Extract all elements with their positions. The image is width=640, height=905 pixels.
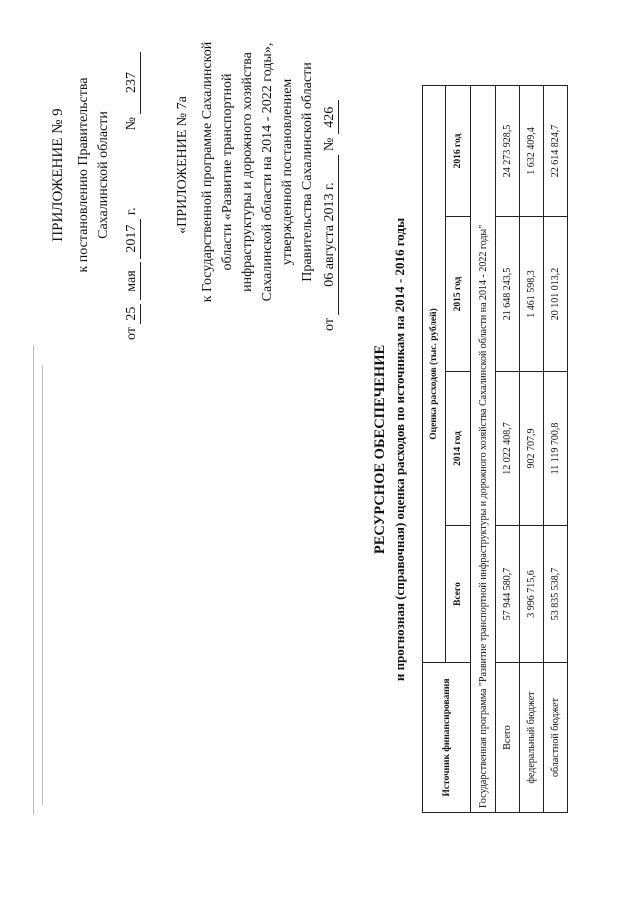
row-2015: 20 101 013,2: [544, 217, 568, 372]
prior-date: 06 августа 2013 г.: [323, 155, 339, 315]
appendix-date-line: [124, 52, 141, 340]
row-total: 57 944 580,7: [496, 526, 520, 663]
prior-line-5: утвержденной постановлением: [280, 78, 295, 266]
prior-line-1: к Государственной программе Сахалинской: [200, 41, 215, 303]
col-header-2015: 2015 год: [446, 217, 471, 372]
col-header-2016: 2016 год: [446, 86, 471, 217]
prior-num-sign: №: [322, 137, 337, 152]
row-source: областной бюджет: [544, 663, 568, 813]
prior-line-4: Сахалинской области на 2014 - 2022 годы»,: [260, 42, 275, 302]
row-2014: 11 119 700,8: [544, 372, 568, 526]
appendix-title: ПРИЛОЖЕНИЕ № 9: [50, 108, 66, 242]
row-2016: 22 614 824,7: [544, 86, 568, 217]
appendix-line-2: Сахалинской области: [96, 111, 111, 239]
row-2016: 1 632 409,4: [520, 86, 544, 217]
estimate-header: Оценка расходов (тыс. рублей): [423, 86, 446, 663]
appendix-num-sign: №: [124, 117, 139, 131]
margin-line: [42, 365, 43, 805]
appendix-day: 25: [125, 304, 141, 324]
appendix-from: от: [124, 327, 139, 340]
appendix-year-suffix: г.: [124, 207, 139, 216]
table-row: [520, 86, 544, 813]
prior-title: «ПРИЛОЖЕНИЕ № 7а: [175, 96, 190, 234]
page-title: РЕСУРСНОЕ ОБЕСПЕЧЕНИЕ: [372, 344, 388, 555]
appendix-number: 237: [125, 52, 141, 114]
row-source: Всего: [496, 663, 520, 813]
row-2015: 21 648 243,5: [496, 217, 520, 372]
program-cell: Государственная программа "Развитие транспортной инфраструктуры и дорожного хозяйства Сахалинской области на 2014 - 2022 годы": [471, 86, 496, 813]
row-2016: 24 273 928,5: [496, 86, 520, 217]
prior-from: от: [322, 318, 337, 331]
prior-date-line: [322, 100, 339, 331]
row-2015: 1 461 598,3: [520, 217, 544, 372]
prior-line-6: Правительства Сахалинской области: [300, 62, 315, 282]
table-row: [496, 86, 520, 813]
resource-table: [422, 85, 568, 813]
source-header: Источник финансирования: [423, 663, 471, 813]
table-header-row: [423, 86, 446, 813]
row-total: 53 835 538,7: [544, 526, 568, 663]
prior-line-2: области «Развитие транспортной: [220, 73, 235, 271]
row-total: 3 996 715,6: [520, 526, 544, 663]
prior-number: 426: [323, 100, 339, 134]
appendix-line-1: к постановлению Правительства: [76, 77, 91, 273]
margin-line: [33, 345, 34, 815]
col-header-total: Всего: [446, 526, 471, 663]
page-subtitle: и прогнозная (справочная) оценка расходов по источникам на 2014 - 2016 годы: [392, 217, 407, 682]
program-row: [471, 86, 496, 813]
table-row: [544, 86, 568, 813]
col-header-2014: 2014 год: [446, 372, 471, 526]
row-source: федеральный бюджет: [520, 663, 544, 813]
prior-line-3: инфраструктуры и дорожного хозяйства: [240, 52, 255, 292]
row-2014: 902 707,9: [520, 372, 544, 526]
appendix-year: 2017: [125, 219, 141, 259]
row-2014: 12 022 408,7: [496, 372, 520, 526]
appendix-month: мая: [125, 262, 141, 300]
